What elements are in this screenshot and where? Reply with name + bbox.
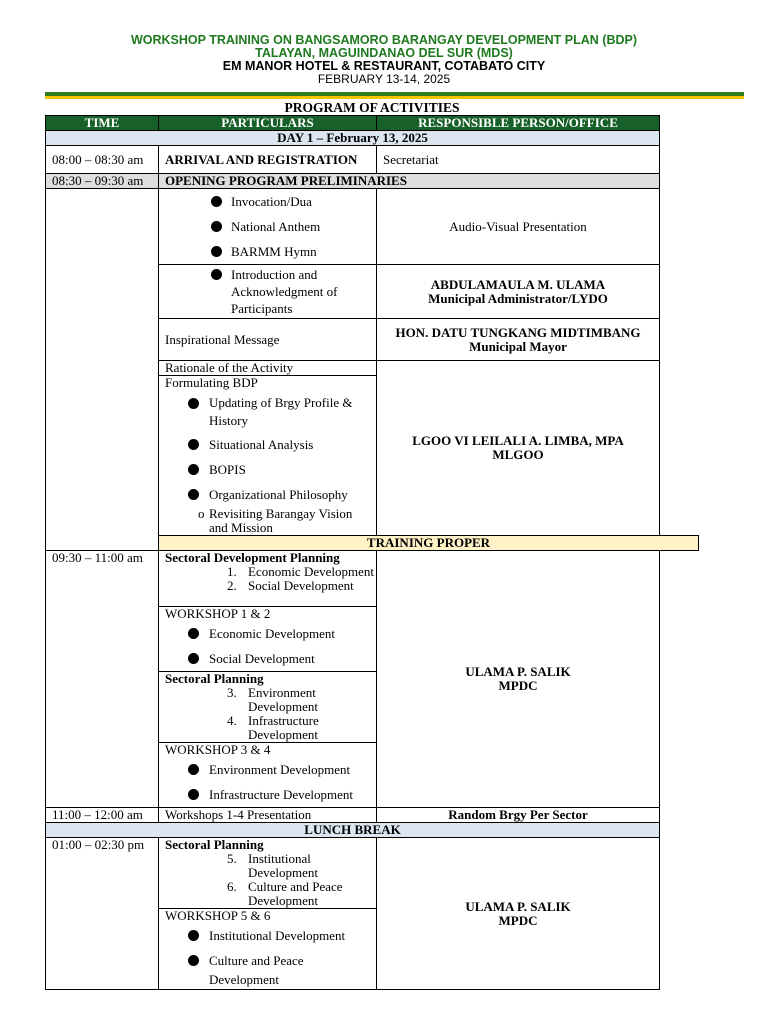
list-item: BOPIS	[209, 457, 370, 482]
list-item: Introduction and Acknowledgment of Participants	[231, 266, 370, 317]
bullet-icon	[211, 269, 222, 280]
table-row	[46, 146, 699, 174]
table-row	[46, 174, 699, 189]
workshop-title: WORKSHOP 1 & 2	[165, 606, 271, 621]
bullet-icon	[211, 196, 222, 207]
time-cell: 08:00 – 08:30 am	[46, 146, 159, 174]
particulars-cell	[159, 607, 377, 672]
list-item: Organizational Philosophy	[209, 482, 370, 507]
bullet-icon	[211, 221, 222, 232]
list-item: Invocation/Dua	[231, 189, 376, 214]
responsible-cell	[377, 361, 660, 536]
program-title: PROGRAM OF ACTIVITIES	[284, 100, 460, 115]
bullet-icon	[188, 489, 199, 500]
particulars-cell: Workshops 1-4 Presentation	[159, 808, 377, 823]
sectoral-dev-list	[159, 565, 376, 593]
workshop56-list	[159, 923, 376, 989]
particulars-cell: ARRIVAL AND REGISTRATION	[159, 146, 377, 174]
training-proper-label: TRAINING PROPER	[159, 536, 699, 551]
workshop-title: WORKSHOP TRAINING ON BANGSAMORO BARANGAY DEVELOPMENT PLAN (BDP)	[130, 33, 638, 47]
sectoral-planning-list	[159, 686, 376, 742]
table-header-row	[46, 116, 699, 131]
document-header	[0, 34, 768, 86]
particulars-cell	[159, 838, 377, 909]
col-header-particulars: PARTICULARS	[159, 116, 377, 131]
workshop-title: WORKSHOP 5 & 6	[165, 908, 271, 923]
responsible-name: ULAMA P. SALIK	[465, 664, 571, 679]
opening-list	[159, 189, 376, 264]
intro-list	[159, 266, 376, 317]
table-row	[46, 838, 699, 909]
list-item: Culture and Peace Development	[209, 948, 370, 989]
formulating-list	[159, 391, 376, 535]
list-item: BARMM Hymn	[231, 239, 376, 264]
responsible-cell: Random Brgy Per Sector	[377, 808, 660, 823]
responsible-cell	[377, 838, 660, 990]
sectoral-dev-title: Sectoral Development Planning	[165, 550, 340, 565]
list-item: Social Development	[209, 646, 376, 671]
day-band-row	[46, 131, 699, 146]
lunch-break-label: LUNCH BREAK	[46, 823, 660, 838]
list-item: National Anthem	[231, 214, 376, 239]
sectoral-planning-title: Sectoral Planning	[165, 837, 264, 852]
bullet-icon	[188, 764, 199, 775]
list-item: Updating of Brgy Profile & History	[209, 391, 370, 432]
formulating-title: Formulating BDP	[165, 375, 258, 390]
day1-label: DAY 1 – February 13, 2025	[46, 131, 660, 146]
workshop-location: TALAYAN, MAGUINDANAO DEL SUR (MDS)	[255, 46, 513, 60]
list-item: Situational Analysis	[209, 432, 370, 457]
responsible-name: ABDULAMAULA M. ULAMA	[430, 276, 606, 292]
time-cell: 01:00 – 02:30 pm	[46, 838, 159, 990]
list-item: 3. Environment Development	[227, 685, 319, 714]
list-item: Economic Development	[209, 621, 376, 646]
particulars-cell	[159, 672, 377, 743]
time-cell: 09:30 – 11:00 am	[46, 551, 159, 808]
responsible-title: MPDC	[498, 678, 538, 693]
sectoral-planning-title: Sectoral Planning	[165, 671, 264, 686]
particulars-cell	[159, 551, 377, 607]
section-title: OPENING PROGRAM PRELIMINARIES	[159, 174, 660, 189]
bullet-icon	[188, 930, 199, 941]
responsible-cell: Audio-Visual Presentation	[377, 189, 660, 265]
time-cell-empty	[46, 189, 159, 551]
workshop34-list	[159, 757, 376, 807]
workshop-title: WORKSHOP 3 & 4	[165, 742, 271, 757]
event-dates: FEBRUARY 13-14, 2025	[317, 72, 451, 86]
list-item: Infrastructure Development	[209, 782, 376, 807]
responsible-name: HON. DATU TUNGKANG MIDTIMBANG	[395, 324, 641, 340]
time-cell: 11:00 – 12:00 am	[46, 808, 159, 823]
col-header-responsible: RESPONSIBLE PERSON/OFFICE	[377, 116, 660, 131]
responsible-cell	[377, 551, 660, 808]
particulars-cell	[159, 376, 377, 536]
particulars-cell	[159, 189, 377, 265]
bullet-icon	[188, 398, 199, 409]
list-item: Environment Development	[209, 757, 376, 782]
responsible-name: ULAMA P. SALIK	[465, 898, 571, 914]
table-row	[46, 189, 699, 265]
bullet-icon	[188, 439, 199, 450]
particulars-cell	[159, 743, 377, 808]
responsible-cell	[377, 319, 660, 361]
particulars-cell	[159, 909, 377, 990]
list-item: 4. Infrastructure Development	[227, 713, 319, 742]
venue: EM MANOR HOTEL & RESTAURANT, COTABATO CITY	[222, 59, 546, 73]
sub-bullet-marker: o	[198, 506, 205, 521]
bullet-icon	[188, 628, 199, 639]
time-cell: 08:30 – 09:30 am	[46, 174, 159, 189]
responsible-title: MPDC	[498, 912, 538, 928]
sectoral-planning-list	[159, 852, 376, 908]
table-row	[46, 808, 699, 823]
list-item: 1. Economic Development	[227, 564, 374, 579]
particulars-cell: Rationale of the Activity	[159, 361, 377, 376]
list-item: 5. Institutional Development	[227, 851, 319, 880]
particulars-cell: Inspirational Message	[159, 319, 377, 361]
bullet-icon	[188, 464, 199, 475]
header-rule-gold	[45, 96, 744, 99]
workshop12-list	[159, 621, 376, 671]
lunch-band-row	[46, 823, 699, 838]
bullet-icon	[211, 246, 222, 257]
responsible-title: MLGOO	[492, 447, 544, 462]
list-item: 6. Culture and Peace Development	[227, 879, 343, 908]
bullet-icon	[188, 955, 199, 966]
responsible-cell	[377, 265, 660, 319]
bullet-icon	[188, 653, 199, 664]
bullet-icon	[188, 789, 199, 800]
list-item: o Revisiting Barangay Vision and Mission	[198, 506, 353, 535]
responsible-title: Municipal Administrator/LYDO	[428, 290, 608, 306]
particulars-cell	[159, 265, 377, 319]
program-table	[45, 115, 699, 990]
responsible-title: Municipal Mayor	[469, 338, 567, 354]
col-header-time: TIME	[46, 116, 159, 131]
responsible-name: LGOO VI LEILALI A. LIMBA, MPA	[412, 433, 624, 448]
responsible-cell: Secretariat	[377, 146, 660, 174]
list-item: 2. Social Development	[227, 578, 354, 593]
list-item: Institutional Development	[209, 923, 370, 948]
table-row	[46, 551, 699, 607]
